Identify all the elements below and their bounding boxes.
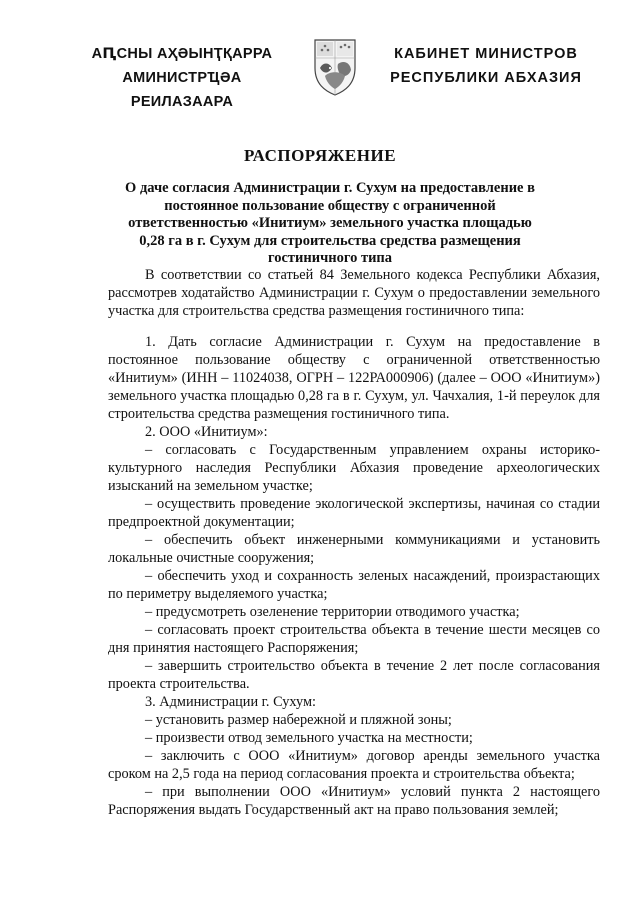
clause-2-item: – осуществить проведение экологической экспертизы, начиная со стадии предпроектной документации; [108,496,600,530]
clause-2-item: – завершить строительство объекта в течение 2 лет после согласования проекта строительства. [108,658,600,692]
clause-2-item: – обеспечить объект инженерными коммуникациями и установить локальные очистные сооружения; [108,532,600,566]
clause-3-item: – произвести отвод земельного участка на местности; [145,730,473,746]
header-russian-line1: КАБИНЕТ МИНИСТРОВ [394,46,578,62]
clause-2-item: – согласовать с Государственным управлением охраны историко-культурного наследия Республики Абхазия проведение археологических изысканий на земельном участке; [108,442,600,494]
clause-3-heading: 3. Администрации г. Сухум: [145,694,316,710]
header-abkhaz-line1: АԤСНЫ АҲӘЫНҬҚАРРА [91,46,273,62]
clause-3-item: – заключить с ООО «Инитиум» договор аренды земельного участка сроком на 2,5 года на период согласования проекта и строительства объекта; [108,748,600,782]
clause-2-item: – предусмотреть озеленение территории отводимого участка; [145,604,520,620]
clause-2-item: – согласовать проект строительства объекта в течение шести месяцев со дня принятия настоящего Распоряжения; [108,622,600,656]
clause-1: 1. Дать согласие Администрации г. Сухум на предоставление в постоянное пользование обществу с ограниченной ответственностью «Инитиум» (ИНН – 11024038, ОГРН – 122РА000906) (далее – ООО «Инитиум») земельного участка площадью 0,28 га в г. Сухум, ул. Чачхалия, 1-й переулок для строительства средства размещения гостиничного типа. [108,334,600,422]
clause-2-heading: 2. ООО «Инитиум»: [145,424,268,440]
document-body [108,266,600,819]
clause-2-item: – обеспечить уход и сохранность зеленых насаждений, произрастающих по периметру выделяемого участка; [108,568,600,602]
header-russian-line2: РЕСПУБЛИКИ АБХАЗИЯ [390,70,582,86]
document-title: РАСПОРЯЖЕНИЕ [243,146,397,165]
coat-of-arms-icon [313,38,357,96]
header-abkhaz [72,42,292,114]
clause-3-item: – при выполнении ООО «Инитиум» условий пункта 2 настоящего Распоряжения выдать Государственный акт на право пользования землей; [108,784,600,818]
header-russian [376,42,596,90]
preamble: В соответствии со статьей 84 Земельного кодекса Республики Абхазия, рассмотрев ходатайство Администрации г. Сухум о предоставлении земельного участка для строительства средства размещения гостиничного типа: [108,267,600,319]
document-subject: О даче согласия Администрации г. Сухум на предоставление в постоянное пользование обществу с ограниченной ответственностью «Инитиум» земельного участка площадью 0,28 га в г. Сухум для строительства средства размещения гостиничного типа [125,180,535,266]
header-abkhaz-line2: АМИНИСТРҴӘА РЕИЛАЗААРА [122,70,242,110]
clause-3-item: – установить размер набережной и пляжной зоны; [145,712,452,728]
